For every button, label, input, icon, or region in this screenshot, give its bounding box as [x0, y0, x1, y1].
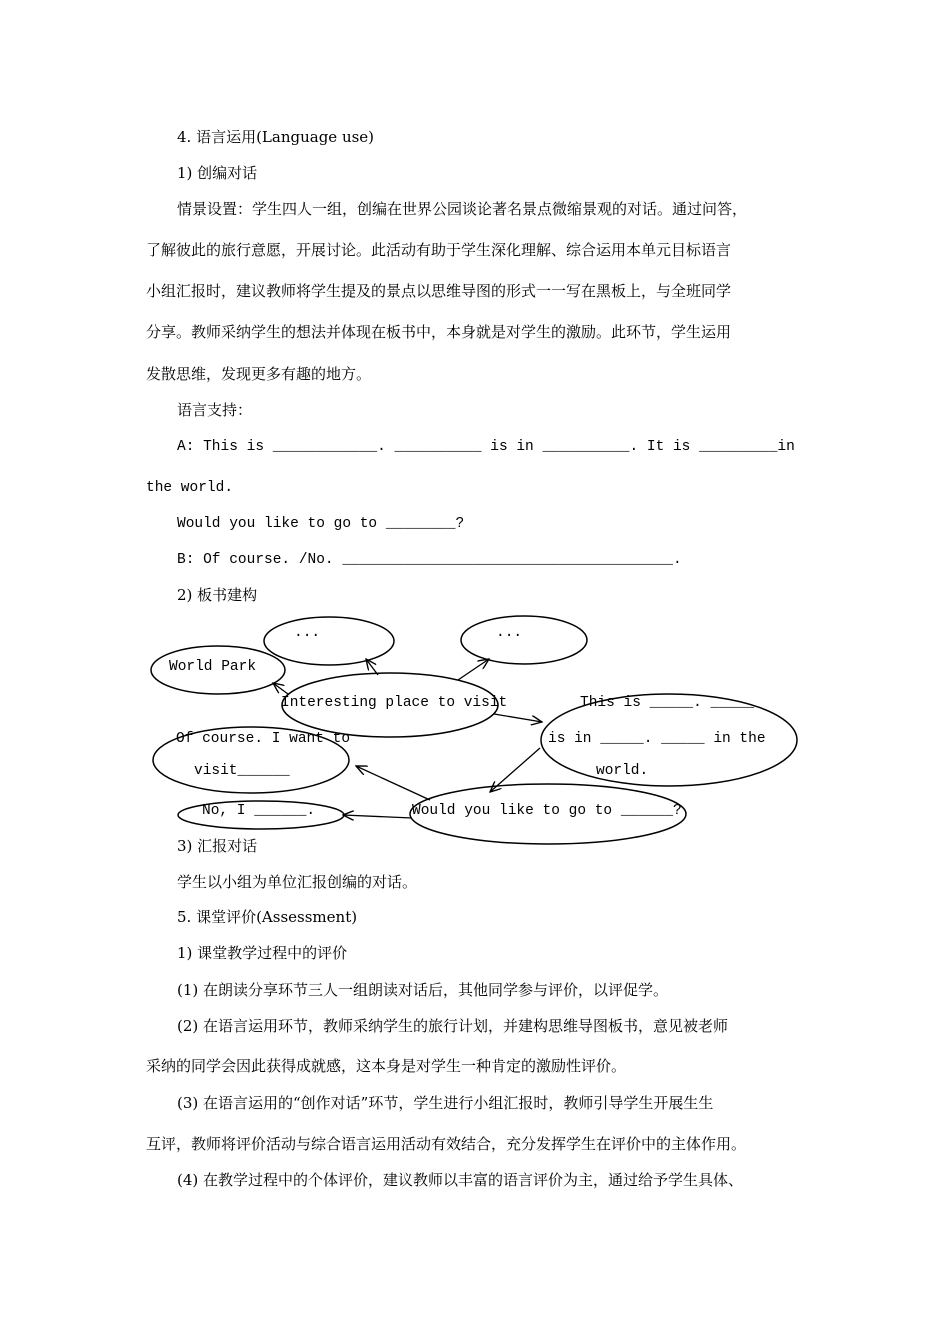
diagram-label-right-2: is in _____. _____ in the — [548, 731, 766, 747]
subsection-4-1-heading: 1) 创编对话 — [177, 164, 258, 182]
paragraph-line: 发散思维，发现更多有趣的地方。 — [146, 365, 372, 383]
arrow-to-top-right — [458, 659, 489, 680]
evaluation-item: (1) 在朗读分享环节三人一组朗读对话后，其他同学参与评价，以评促学。 — [177, 981, 669, 999]
diagram-label-top-right: ... — [496, 625, 523, 641]
arrow-to-no — [343, 815, 412, 818]
paragraph-line: 分享。教师采纳学生的想法并体现在板书中，本身就是对学生的激励。此环节，学生运用 — [146, 323, 732, 341]
dialogue-line: A: This is ____________. __________ is in __________. It is _________in — [177, 439, 795, 455]
diagram-label-top-left: ... — [294, 625, 321, 641]
diagram-label-center: Interesting place to visit — [281, 695, 508, 711]
evaluation-item-continued: 互评，教师将评价活动与综合语言运用活动有效结合，充分发挥学生在评价中的主体作用。 — [146, 1135, 747, 1153]
diagram-label-right-1: This is _____. _____ — [580, 695, 755, 711]
arrow-to-top-left — [366, 659, 378, 675]
subsection-4-3-heading: 3) 汇报对话 — [177, 837, 258, 855]
diagram-label-question: Would you like to go to ______? — [412, 803, 682, 819]
diagram-label-no: No, I ______. — [202, 803, 316, 819]
node-top-left — [264, 617, 394, 665]
paragraph-line: 小组汇报时，建议教师将学生提及的景点以思维导图的形式一一写在黑板上，与全班同学 — [146, 282, 732, 300]
subsection-5-1-heading: 1) 课堂教学过程中的评价 — [177, 944, 348, 962]
subsection-4-2-heading: 2) 板书建构 — [177, 586, 258, 604]
node-top-right — [461, 616, 587, 664]
section-5-heading: 5. 课堂评价(Assessment) — [177, 908, 358, 926]
diagram-label-left-2: visit______ — [194, 763, 290, 779]
report-paragraph: 学生以小组为单位汇报创编的对话。 — [177, 873, 418, 891]
dialogue-line: the world. — [146, 480, 234, 496]
evaluation-item: (2) 在语言运用环节，教师采纳学生的旅行计划，并建构思维导图板书，意见被老师 — [177, 1017, 729, 1035]
paragraph-line: 了解彼此的旅行意愿，开展讨论。此活动有助于学生深化理解、综合运用本单元目标语言 — [146, 241, 732, 259]
language-support-label: 语言支持： — [177, 401, 253, 419]
dialogue-line: Would you like to go to ________? — [177, 516, 465, 532]
section-4-heading: 4. 语言运用(Language use) — [177, 128, 375, 146]
evaluation-item: (3) 在语言运用的“创作对话”环节，学生进行小组汇报时，教师引导学生开展生生 — [177, 1094, 714, 1112]
arrow-to-right — [494, 714, 542, 722]
evaluation-item-continued: 采纳的同学会因此获得成就感，这本身是对学生一种肯定的激励性评价。 — [146, 1057, 627, 1075]
diagram-label-right-3: world. — [596, 763, 649, 779]
diagram-label-world-park: World Park — [169, 659, 257, 675]
evaluation-item: (4) 在教学过程中的个体评价，建议教师以丰富的语言评价为主，通过给予学生具体、 — [177, 1171, 744, 1189]
arrow-to-left — [356, 766, 430, 800]
paragraph-line: 情景设置：学生四人一组，创编在世界公园谈论著名景点微缩景观的对话。通过问答， — [177, 200, 748, 218]
diagram-label-left-1: Of course. I want to — [176, 731, 351, 747]
dialogue-line: B: Of course. /No. ______________________________________. — [177, 552, 682, 568]
arrow-to-world-park — [273, 683, 288, 694]
